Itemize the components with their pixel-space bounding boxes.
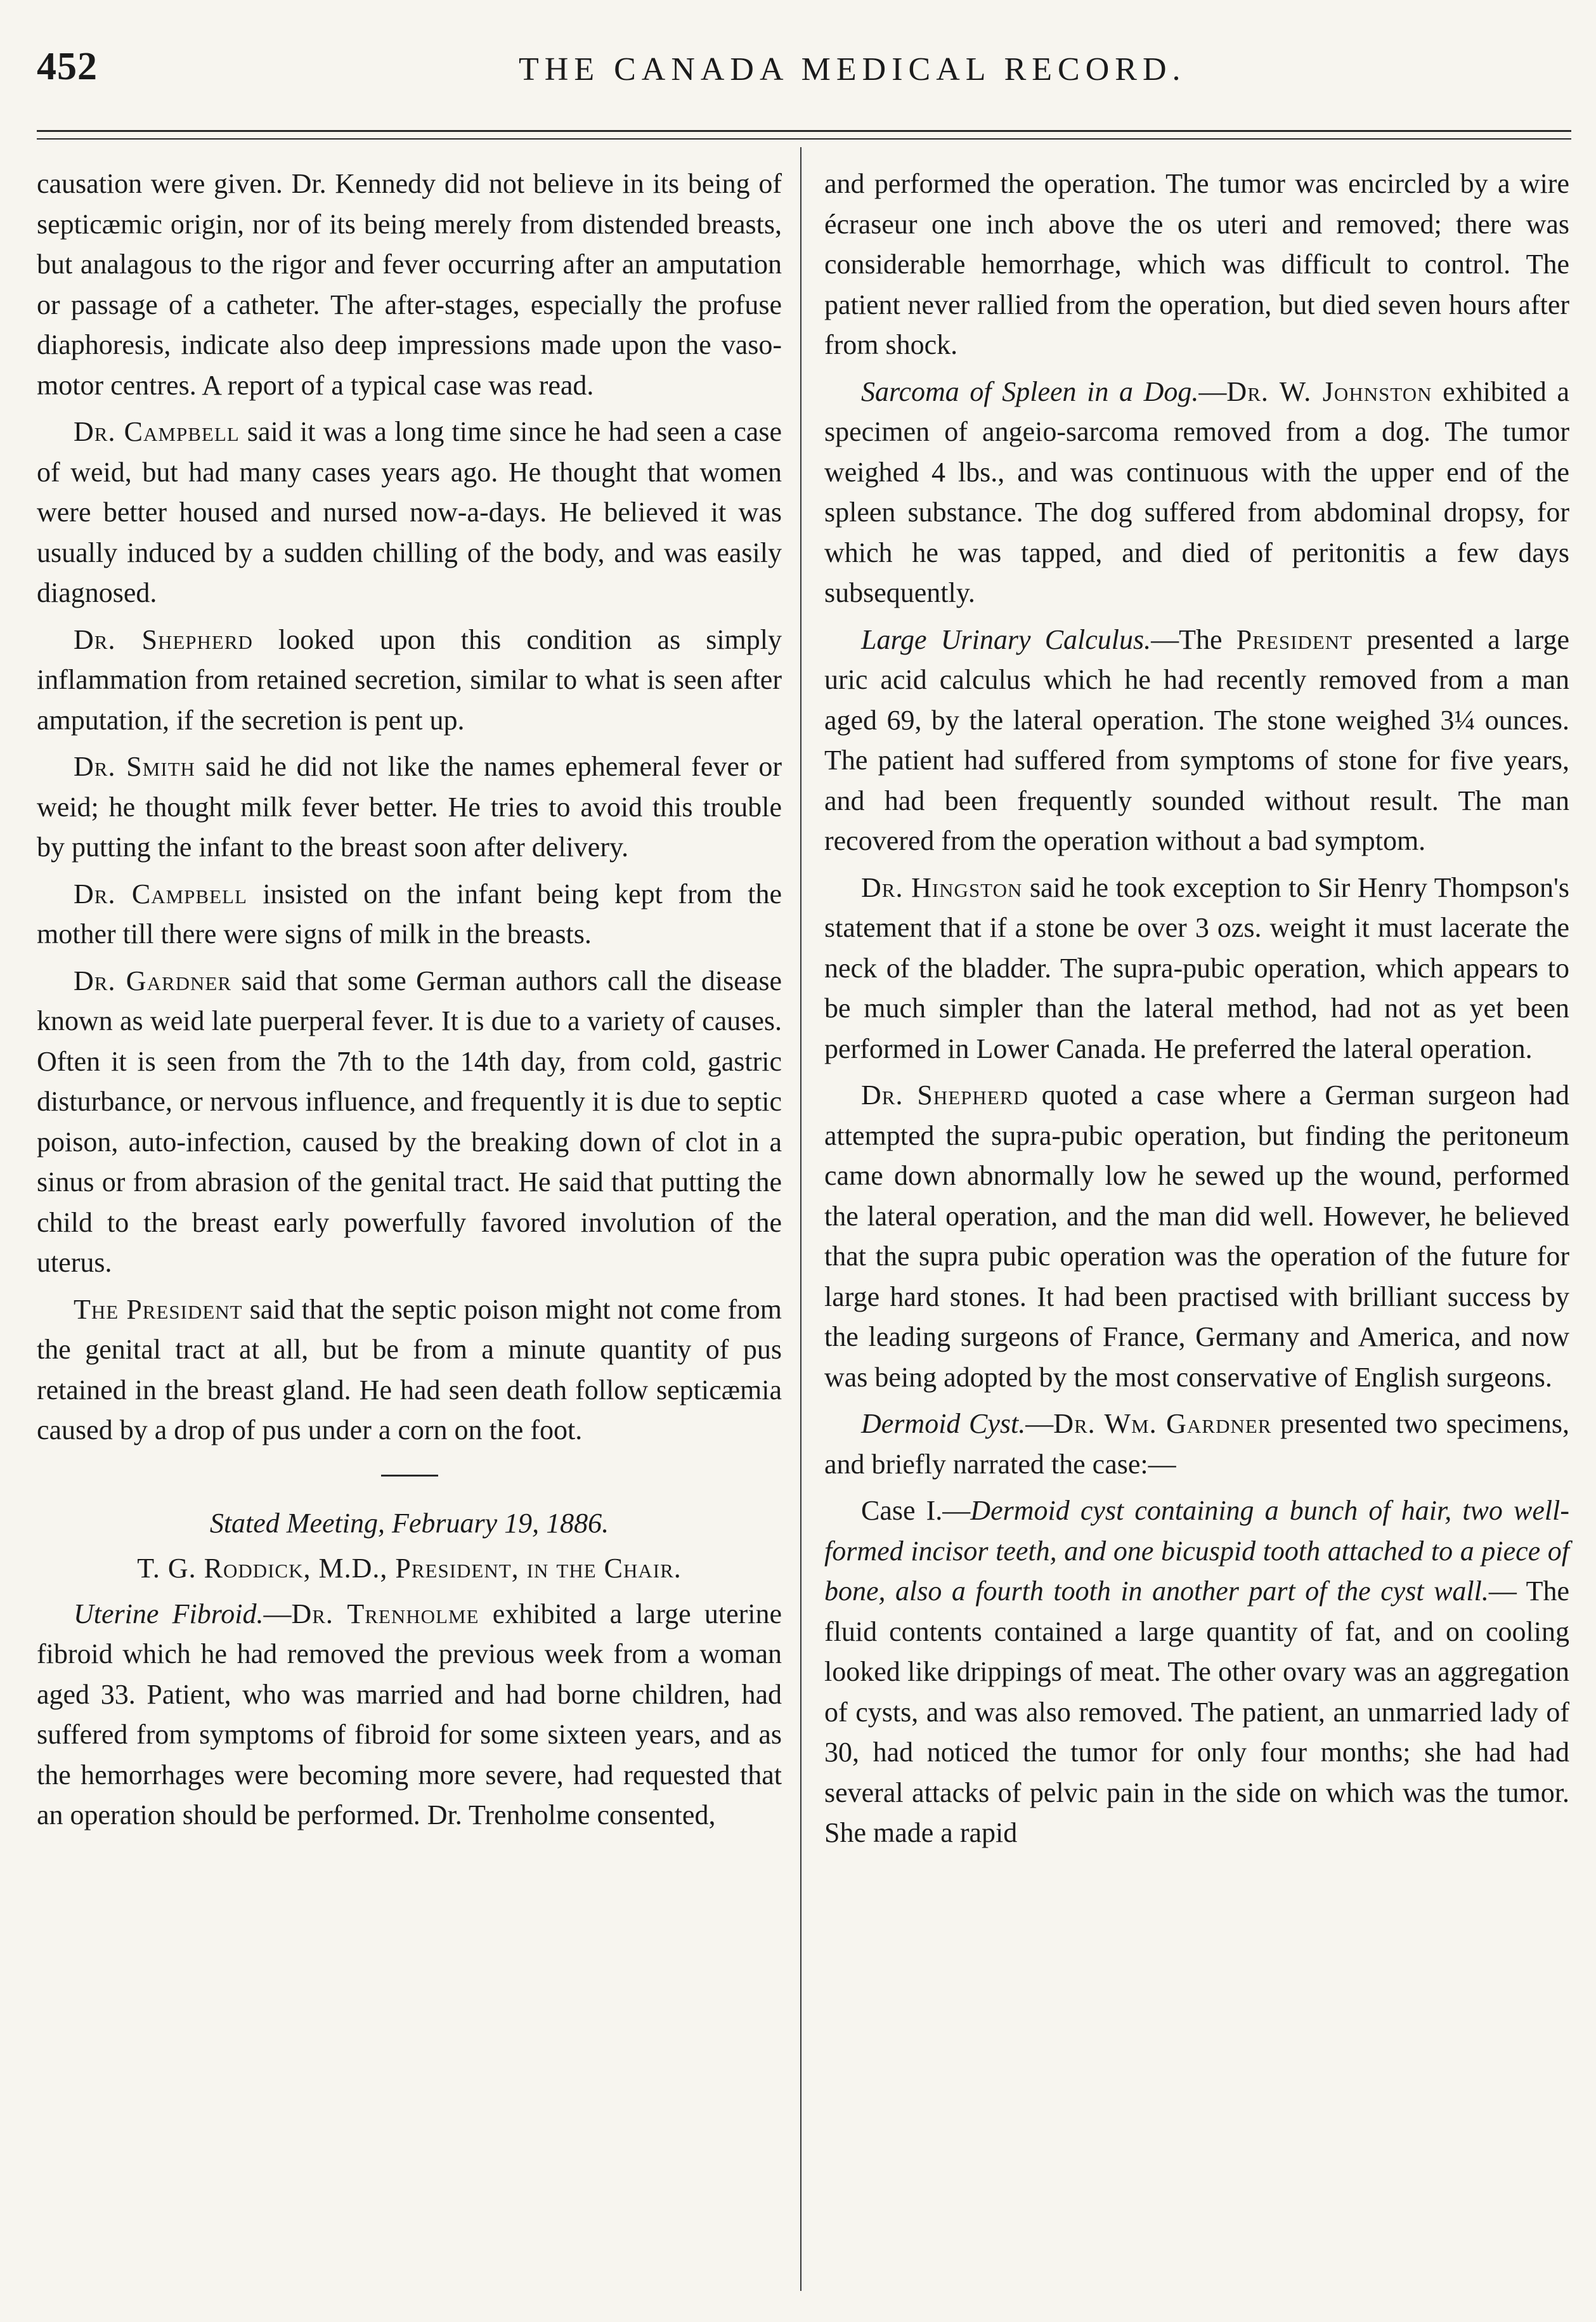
- heading-dash: —: [263, 1598, 292, 1629]
- paragraph-text: said that the septic poison might not come from the genital tract at all, but be from a minute quantity of pus retained in the breast gland. He had seen death follow septicæmia caused by a drop of pus under a corn on the foot.: [37, 1293, 782, 1445]
- speaker-name: Dr. Wm. Gardner: [1053, 1408, 1272, 1439]
- paragraph-text: said he did not like the names ephemeral fever or weid; he thought milk fever better. He tries to avoid this trouble by putting the infant to the breast soon after delivery.: [37, 751, 782, 863]
- paragraph: [37, 412, 782, 613]
- right-column: [824, 164, 1569, 1860]
- heading-dash: —The: [1151, 623, 1236, 655]
- paragraph: [824, 868, 1569, 1069]
- case-label: Case I.—: [861, 1495, 971, 1526]
- case-heading: Dermoid Cyst.: [861, 1408, 1026, 1439]
- paragraph: [824, 1490, 1569, 1853]
- case-heading: Large Urinary Calculus.: [861, 623, 1152, 655]
- page-header: [24, 44, 1571, 114]
- paragraph: [37, 1289, 782, 1451]
- paragraph-text: presented two specimens, and briefly narrated the case:—: [824, 1408, 1569, 1480]
- paragraph-text: exhibited a specimen of angeio-sarcoma removed from a dog. The tumor weighed 4 lbs., and was continuous with the upper end of the spleen substance. The dog suffered from abdominal dropsy, for which he was tapped, and died of peritonitis a few days subsequently.: [824, 375, 1570, 608]
- column-divider: [800, 147, 801, 2291]
- chair-line: T. G. Roddick, M.D., President, in the Chair.: [137, 1553, 682, 1584]
- speaker-name: Dr. Hingston: [861, 871, 1023, 903]
- speaker-name: Dr. Campbell: [74, 416, 240, 447]
- paragraph-text: looked upon this condition as simply inflammation from retained secretion, similar to what is seen after amputation, if the secretion is pent up.: [37, 623, 782, 736]
- paragraph-text: said it was a long time since he had seen a case of weid, but had many cases years ago. He thought that women were better housed and nursed now-a-days. He believed it was usually induced by a sudden chilling of the body, and was easily diagnosed.: [37, 416, 782, 608]
- paragraph: [824, 1075, 1569, 1397]
- header-rule-bottom: [37, 138, 1571, 140]
- header-rule-top: [37, 130, 1571, 132]
- heading-dash: —: [1025, 1408, 1054, 1439]
- speaker-name: Dr. Shepherd: [861, 1079, 1028, 1111]
- page-number: 452: [37, 45, 98, 88]
- paragraph: [37, 961, 782, 1283]
- paragraph-text: quoted a case where a German surgeon had attempted the supra-pubic operation, but finding the peritoneum came down abnormally low he sewed up the wound, performed the lateral operation, and the man did well. However, he believed that the supra pubic operation was the operation of the future for large hard stones. It had been practised with brilliant success by the leading surgeons of France, Germany and America, and now was being adopted by the most conservative of English surgeons.: [824, 1079, 1570, 1393]
- paragraph: [824, 372, 1569, 613]
- case-heading: Uterine Fibroid.: [74, 1598, 264, 1629]
- paragraph: and performed the operation. The tumor was encircled by a wire écraseur one inch above the os uteri and removed; there was considerable hemorrhage, which was difficult to control. The patient never rallied from the operation, but died seven hours after from shock.: [824, 168, 1569, 360]
- speaker-name: Dr. Smith: [74, 751, 195, 782]
- paragraph-text: insisted on the infant being kept from the mother till there were signs of milk in the breasts.: [37, 878, 782, 949]
- paragraph: [824, 1404, 1569, 1484]
- case-heading: Sarcoma of Spleen in a Dog.: [861, 375, 1199, 407]
- paragraph: [37, 874, 782, 955]
- paragraph-text: exhibited a large uterine fibroid which he had removed the previous week from a woman aged 33. Patient, who was married and had borne children, had suffered from symptoms of fibroid for some sixteen years, and as the hemorrhages were becoming more severe, had requested that an operation should be performed. Dr. Trenholme consented,: [37, 1598, 782, 1830]
- speaker-name: Dr. Shepherd: [74, 623, 253, 655]
- paragraph: [37, 1594, 782, 1836]
- paragraph: causation were given. Dr. Kennedy did not believe in its being of septicæmic origin, nor of its being merely from distended breasts, but analagous to the rigor and fever occurring after an amputation or passage of a catheter. The after-stages, especially the profuse diaphoresis, indicate also deep impressions made upon the vaso-motor centres. A report of a typical case was read.: [37, 168, 782, 401]
- speaker-name: Dr. Campbell: [74, 878, 247, 910]
- heading-dash: —: [1488, 1575, 1517, 1607]
- heading-dash: —: [1198, 375, 1227, 407]
- paragraph: [37, 747, 782, 868]
- speaker-name: The President: [74, 1293, 243, 1325]
- paragraph: [824, 620, 1569, 861]
- speaker-name: Dr. W. Johnston: [1226, 375, 1432, 407]
- speaker-name: Dr. Trenholme: [291, 1598, 479, 1629]
- speaker-name: President: [1236, 623, 1353, 655]
- speaker-name: Dr. Gardner: [74, 965, 232, 996]
- paragraph-text: The fluid contents contained a large quantity of fat, and on cooling looked like drippings of meat. The other ovary was an aggregation of cysts, and was also removed. The patient, an unmarried lady of 30, had noticed the tumor for only four months; she had had several attacks of pelvic pain in the side on which was the tumor. She made a rapid: [824, 1575, 1569, 1848]
- section-divider: [381, 1475, 438, 1477]
- paragraph-text: said he took exception to Sir Henry Thompson's statement that if a stone be over 3 ozs. weight it must lacerate the neck of the bladder. The supra-pubic operation, which appears to be much simpler than the lateral method, had not as yet been performed in Lower Canada. He preferred the lateral operation.: [824, 871, 1569, 1064]
- paragraph: [37, 620, 782, 741]
- paragraph-text: said that some German authors call the disease known as weid late puerperal fever. It is due to a variety of causes. Often it is seen from the 7th to the 14th day, from cold, gastric disturbance, or nervous influence, and frequently it is due to septic poison, auto-infection, caused by the breaking down of clot in a sinus or from abrasion of the genital tract. He said that putting the child to the breast early powerfully favored involution of the uterus.: [37, 965, 782, 1278]
- left-column: [37, 164, 782, 1842]
- running-head: THE CANADA MEDICAL RECORD.: [519, 51, 1186, 88]
- meeting-title: Stated Meeting, February 19, 1886.: [209, 1507, 609, 1539]
- paragraph-text: presented a large uric acid calculus which he had recently removed from a man aged 69, by the lateral operation. The stone weighed 3¼ ounces. The patient had suffered from symptoms of stone for five years, and had been frequently sounded without result. The man recovered from the operation without a bad symptom.: [824, 623, 1569, 856]
- case-heading: Dermoid cyst containing a bunch of hair, two well-formed incisor teeth, and one bicuspid tooth attached to a piece of bone, also a fourth tooth in another part of the cyst wall.: [824, 1495, 1569, 1607]
